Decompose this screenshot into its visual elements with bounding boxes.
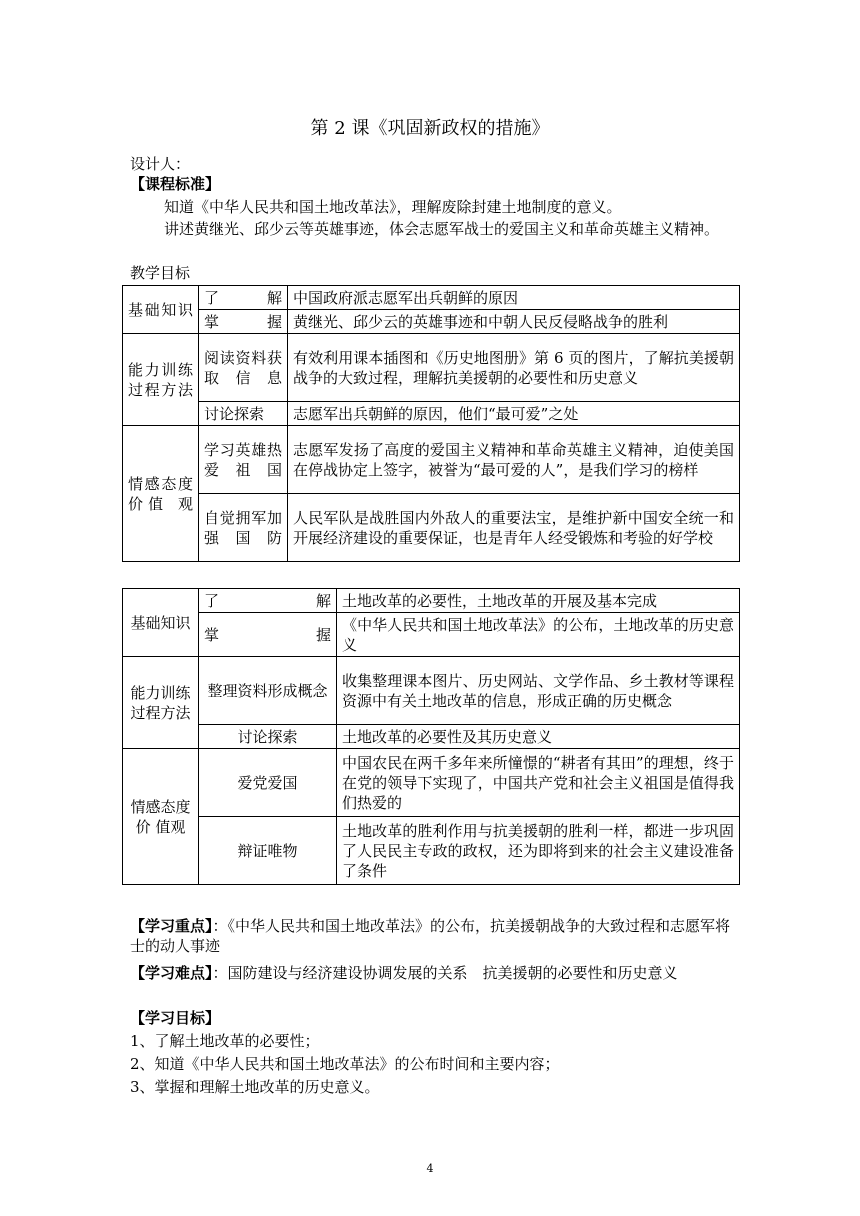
t1-understand-label: 了 解 bbox=[199, 286, 288, 310]
t1-master-text: 黄继光、邱少云的英雄事迹和中朝人民反侵略战争的胜利 bbox=[288, 310, 740, 334]
t1-read-text: 有效利用课本插图和《历史地图册》第 6 页的图片，了解抗美援朝战争的大致过程，理解抗美援朝的必要性和历史意义 bbox=[288, 334, 740, 402]
t2-love-text: 中国农民在两千多年来所憧憬的“耕者有其田”的理想，终于在党的领导下实现了，中国共产党和社会主义祖国是值得我们热爱的 bbox=[337, 749, 740, 817]
t2-love-label: 爱党爱国 bbox=[199, 749, 337, 817]
objectives-table-2 bbox=[122, 588, 740, 885]
t1-army-text: 人民军队是战胜国内外敌人的重要法宝，是维护新中国安全统一和开展经济建设的重要保证，也是青年人经受锻炼和考验的好学校 bbox=[288, 494, 740, 562]
t1-discuss-text: 志愿军出兵朝鲜的原因，他们“最可爱”之处 bbox=[288, 402, 740, 426]
t2-discuss-text: 土地改革的必要性及其历史意义 bbox=[337, 725, 740, 749]
standard-line-2: 讲述黄继光、邱少云等英雄事迹，体会志愿军战士的爱国主义和革命英雄主义精神。 bbox=[164, 220, 720, 238]
objective-item: 2、知道《中华人民共和国土地改革法》的公布时间和主要内容； bbox=[130, 1055, 560, 1073]
page-number: 4 bbox=[426, 1162, 434, 1175]
designer-line: 设计人： bbox=[130, 155, 191, 173]
objective-item: 3、掌握和理解土地改革的历史意义。 bbox=[130, 1078, 380, 1096]
t2-dialectic-label: 辩证唯物 bbox=[199, 817, 337, 885]
t2-emotion-label: 情感态度价 值观 bbox=[123, 749, 199, 885]
t1-hero-text: 志愿军发扬了高度的爱国主义精神和革命英雄主义精神，迫使美国在停战协定上签字，被誉为“最可爱的人”，是我们学习的榜样 bbox=[288, 426, 740, 494]
t1-basic-label: 基础知识 bbox=[123, 286, 199, 334]
goals-label: 教学目标 bbox=[130, 264, 191, 282]
difficulty-label: 【学习难点】 bbox=[130, 964, 213, 982]
t1-read-label: 阅读资料获取信息 bbox=[199, 334, 288, 402]
objective-item: 1、了解土地改革的必要性； bbox=[130, 1032, 320, 1050]
t2-organize-label: 整理资料形成概念 bbox=[199, 657, 337, 725]
t1-hero-label: 学习英雄热爱祖国 bbox=[199, 426, 288, 494]
t2-discuss-label: 讨论探索 bbox=[199, 725, 337, 749]
t1-discuss-label: 讨论探索 bbox=[199, 402, 288, 426]
t2-master-label: 掌 握 bbox=[199, 613, 337, 657]
t2-organize-text: 收集整理课本图片、历史网站、文学作品、乡土教材等课程资源中有关土地改革的信息，形成正确的历史概念 bbox=[337, 657, 740, 725]
focus-paragraph bbox=[130, 916, 740, 956]
lesson-title: 第 2 课《巩固新政权的措施》 bbox=[310, 118, 550, 139]
t2-understand-label: 了 解 bbox=[199, 589, 337, 613]
t2-ability-label: 能力训练过程方法 bbox=[123, 657, 199, 749]
t1-master-label: 掌 握 bbox=[199, 310, 288, 334]
t2-basic-label: 基础知识 bbox=[123, 589, 199, 657]
t1-understand-text: 中国政府派志愿军出兵朝鲜的原因 bbox=[288, 286, 740, 310]
standard-line-1: 知道《中华人民共和国土地改革法》，理解废除封建土地制度的意义。 bbox=[164, 198, 622, 216]
standard-heading: 【课程标准】 bbox=[130, 175, 221, 193]
t2-master-text: 《中华人民共和国土地改革法》的公布，土地改革的历史意义 bbox=[337, 613, 740, 657]
difficulty-text: ：国防建设与经济建设协调发展的关系 抗美援朝的必要性和历史意义 bbox=[212, 964, 678, 982]
focus-text: ：《中华人民共和国土地改革法》的公布，抗美援朝战争的大致过程和志愿军将士的动人事迹 bbox=[130, 917, 731, 955]
t1-emotion-label: 情感态度 价值 观 bbox=[123, 426, 199, 562]
focus-label: 【学习重点】 bbox=[130, 917, 213, 935]
difficulty-paragraph bbox=[130, 963, 740, 983]
t1-ability-label: 能力训练过程方法 bbox=[123, 334, 199, 426]
t2-dialectic-text: 土地改革的胜利作用与抗美援朝的胜利一样，都进一步巩固了人民民主专政的政权，还为即将到来的社会主义建设准备了条件 bbox=[337, 817, 740, 885]
objectives-heading: 【学习目标】 bbox=[130, 1009, 221, 1027]
objectives-table-1 bbox=[122, 285, 740, 562]
t1-army-label: 自觉拥军加强国防 bbox=[199, 494, 288, 562]
t2-understand-text: 土地改革的必要性，土地改革的开展及基本完成 bbox=[337, 589, 740, 613]
